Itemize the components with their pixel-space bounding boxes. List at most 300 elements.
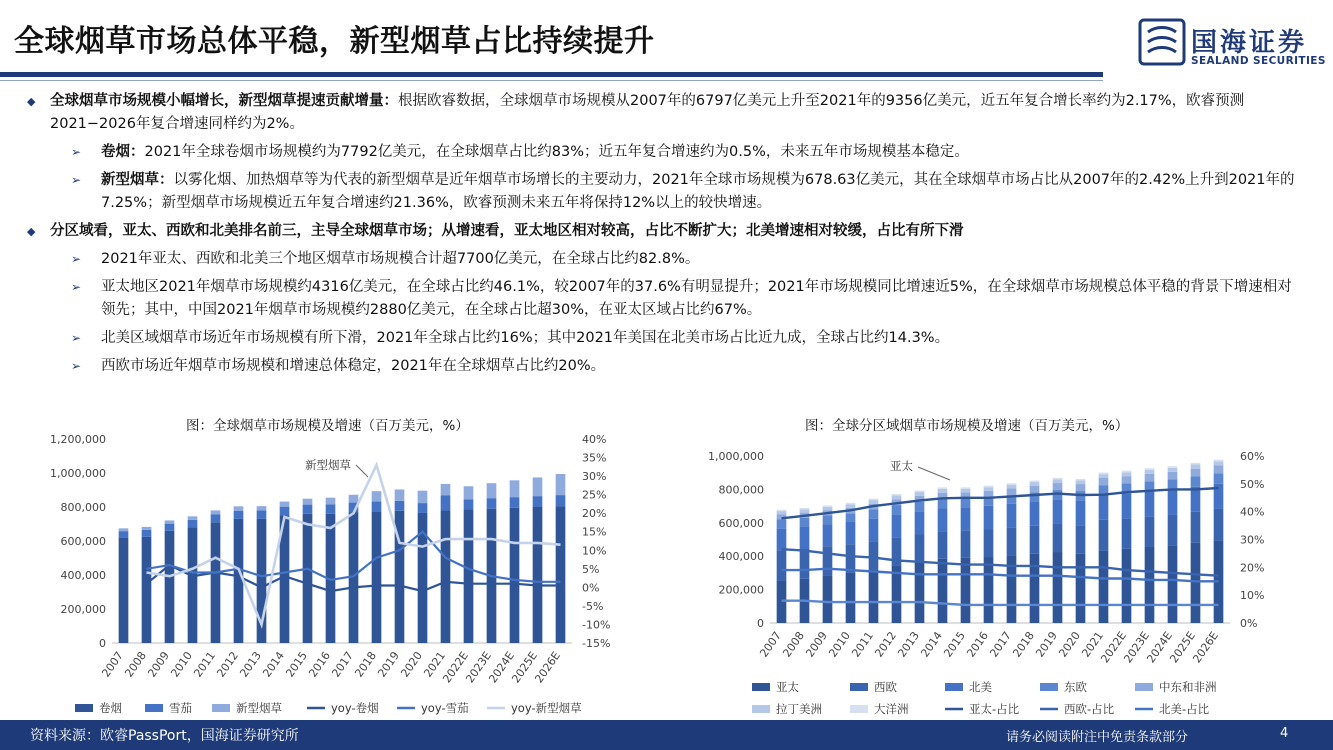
bullet-item bbox=[0, 90, 1333, 136]
header-bar bbox=[0, 72, 1103, 77]
bar-segment bbox=[1145, 468, 1155, 470]
bar-segment bbox=[869, 519, 879, 542]
bullet-item bbox=[0, 327, 1333, 350]
bar-segment bbox=[1145, 474, 1155, 482]
bar-segment bbox=[777, 550, 787, 580]
bar-segment bbox=[372, 511, 382, 643]
bar-segment bbox=[464, 499, 474, 509]
bar-segment bbox=[1191, 469, 1201, 477]
bar-segment bbox=[418, 503, 428, 513]
bullet-item bbox=[0, 276, 1333, 322]
y-tick-label: 600,000 bbox=[718, 516, 764, 530]
bar-segment bbox=[869, 499, 879, 501]
bar-segment bbox=[823, 505, 833, 506]
legend-label: yoy-雪茄 bbox=[421, 701, 469, 715]
y-tick-label: 800,000 bbox=[718, 483, 764, 497]
x-tick-label: 2025E bbox=[1167, 629, 1198, 666]
bar-segment bbox=[846, 522, 856, 544]
bar-segment bbox=[984, 557, 994, 623]
legend-swatch bbox=[850, 683, 868, 691]
x-tick-label: 2019 bbox=[1033, 629, 1060, 660]
legend-label: 东欧 bbox=[1064, 680, 1087, 694]
bar-segment bbox=[1214, 466, 1224, 474]
y2-tick-label: 40% bbox=[582, 433, 607, 446]
arrow-icon: ➢ bbox=[71, 359, 82, 373]
bar-segment bbox=[961, 531, 971, 558]
bar-segment bbox=[211, 510, 221, 514]
bar-segment bbox=[984, 529, 994, 557]
legend-label: 西欧-占比 bbox=[1064, 702, 1115, 716]
bar-segment bbox=[1076, 554, 1086, 623]
bar-segment bbox=[257, 510, 267, 519]
bar-segment bbox=[395, 501, 405, 511]
company-logo bbox=[1138, 18, 1328, 70]
bar-segment bbox=[1053, 499, 1063, 524]
x-tick-label: 2022E bbox=[1098, 629, 1129, 666]
bar-segment bbox=[280, 507, 290, 516]
bullet-text: 根据欧睿数据，全球烟草市场规模从2007年的6797亿美元上升至2021年的9356亿美元，近五年复合增长率约为2.17%，欧睿预测2021−2026年复合增速同样约为2%。 bbox=[50, 93, 1245, 132]
x-tick-label: 2026E bbox=[532, 649, 563, 686]
bar-segment bbox=[961, 487, 971, 489]
x-tick-label: 2011 bbox=[191, 649, 218, 680]
bar-segment bbox=[1168, 466, 1178, 468]
bar-segment bbox=[846, 513, 856, 522]
bar-segment bbox=[556, 474, 566, 495]
sealand-logo-icon bbox=[1138, 18, 1188, 68]
bar-segment bbox=[1122, 476, 1132, 483]
y2-tick-label: 50% bbox=[1240, 477, 1265, 491]
bullet-bold: 卷烟： bbox=[101, 144, 145, 160]
bar-segment bbox=[165, 531, 175, 643]
x-tick-label: 2022E bbox=[440, 649, 471, 686]
bar-segment bbox=[1122, 549, 1132, 623]
bar-segment bbox=[188, 527, 198, 643]
legend-label: 中东和非洲 bbox=[1159, 680, 1217, 694]
legend-swatch bbox=[75, 704, 93, 712]
legend-swatch bbox=[752, 683, 770, 691]
y2-tick-label: -10% bbox=[582, 618, 611, 632]
bar-segment bbox=[800, 549, 810, 579]
bar-segment bbox=[961, 558, 971, 623]
bar-segment bbox=[1007, 483, 1017, 485]
bar-segment bbox=[846, 544, 856, 573]
y2-tick-label: 10% bbox=[582, 544, 607, 558]
x-tick-label: 2018 bbox=[1010, 629, 1037, 660]
bar-segment bbox=[1076, 479, 1086, 481]
bar-segment bbox=[1145, 491, 1155, 516]
global-tobacco-market-chart bbox=[0, 425, 660, 720]
bullet-text: 以雾化烟、加热烟草等为代表的新型烟草是近年烟草市场增长的主要动力，2021年全球市场规模为678.63亿美元，其在全球烟草市场占比从2007年的2.42%上升到2021年的7.25%；新型烟草市场规模近五年复合增速约21.36%，欧睿预测未来五年将保持12%以上的较快增速。 bbox=[101, 172, 1295, 211]
legend-label: 卷烟 bbox=[99, 701, 122, 715]
x-tick-label: 2020 bbox=[398, 649, 425, 680]
bar-segment bbox=[1122, 519, 1132, 549]
bar-segment bbox=[961, 489, 971, 493]
bar-segment bbox=[1007, 485, 1017, 489]
bar-segment bbox=[188, 516, 198, 520]
bar-segment bbox=[1007, 488, 1017, 495]
bar-segment bbox=[533, 507, 543, 643]
annotation-leader-line bbox=[356, 465, 368, 477]
legend-swatch bbox=[1040, 683, 1058, 691]
x-tick-label: 2024E bbox=[486, 649, 517, 686]
bar-segment bbox=[119, 538, 129, 643]
bullet-item bbox=[0, 141, 1333, 164]
bar-segment bbox=[938, 508, 948, 531]
y2-tick-label: 40% bbox=[1240, 505, 1265, 519]
bar-segment bbox=[1099, 551, 1109, 623]
bar-segment bbox=[1168, 472, 1178, 480]
x-tick-label: 2018 bbox=[352, 649, 379, 680]
x-tick-label: 2009 bbox=[803, 629, 830, 660]
annotation-leader-line bbox=[918, 467, 950, 480]
bar-segment bbox=[777, 529, 787, 551]
chart-annotation: 新型烟草 bbox=[305, 458, 351, 472]
bar-segment bbox=[441, 495, 451, 510]
bar-segment bbox=[326, 498, 336, 505]
legend-label: 亚太 bbox=[776, 680, 799, 694]
legend-label: 雪茄 bbox=[169, 701, 192, 715]
x-tick-label: 2014 bbox=[918, 629, 945, 660]
x-tick-label: 2017 bbox=[329, 649, 356, 680]
bar-segment bbox=[892, 494, 902, 496]
legend-label: 北美 bbox=[969, 680, 992, 694]
bar-segment bbox=[915, 562, 925, 623]
x-tick-label: 2014 bbox=[260, 649, 287, 680]
x-tick-label: 2009 bbox=[145, 649, 172, 680]
bar-segment bbox=[1030, 554, 1040, 623]
bar-segment bbox=[1076, 525, 1086, 553]
bar-segment bbox=[1099, 472, 1109, 474]
bar-segment bbox=[1053, 552, 1063, 623]
legend-label: 新型烟草 bbox=[236, 701, 282, 715]
bar-segment bbox=[1030, 502, 1040, 526]
y2-tick-label: 0% bbox=[582, 581, 600, 595]
bar-segment bbox=[1168, 515, 1178, 546]
bar-segment bbox=[984, 486, 994, 488]
logo-name: 国海证券 bbox=[1191, 28, 1308, 58]
bar-segment bbox=[1053, 524, 1063, 552]
x-tick-label: 2023E bbox=[463, 649, 494, 686]
bar-segment bbox=[961, 499, 971, 507]
y-tick-label: 200,000 bbox=[718, 583, 764, 597]
bar-segment bbox=[211, 522, 221, 643]
bar-segment bbox=[142, 530, 152, 537]
bar-segment bbox=[869, 541, 879, 569]
y2-tick-label: 20% bbox=[1240, 561, 1265, 575]
x-tick-label: 2026E bbox=[1190, 629, 1221, 666]
bar-segment bbox=[938, 559, 948, 623]
arrow-icon: ➢ bbox=[71, 173, 82, 187]
y-tick-label: 600,000 bbox=[60, 535, 106, 548]
x-tick-label: 2021 bbox=[1079, 629, 1106, 660]
footer-bar bbox=[0, 720, 1333, 750]
bar-segment bbox=[1076, 500, 1086, 525]
bullet-item bbox=[0, 355, 1333, 378]
bar-segment bbox=[777, 511, 787, 514]
y2-tick-label: -15% bbox=[582, 637, 611, 650]
bar-segment bbox=[915, 534, 925, 562]
x-tick-label: 2007 bbox=[757, 629, 784, 660]
y-tick-label: 1,000,000 bbox=[50, 467, 106, 480]
legend-swatch bbox=[1135, 683, 1153, 691]
bar-segment bbox=[1053, 483, 1063, 490]
bar-segment bbox=[800, 527, 810, 549]
bar-segment bbox=[938, 487, 948, 489]
bar-segment bbox=[234, 506, 244, 510]
x-tick-label: 2016 bbox=[964, 629, 991, 660]
bar-segment bbox=[303, 514, 313, 643]
bar-segment bbox=[1191, 512, 1201, 543]
bar-segment bbox=[165, 520, 175, 523]
x-tick-label: 2012 bbox=[872, 629, 899, 660]
bullet-text: 2021年亚太、西欧和北美三个地区烟草市场规模合计超7700亿美元，在全球占比约82.8%。 bbox=[101, 251, 700, 267]
x-tick-label: 2023E bbox=[1121, 629, 1152, 666]
bar-segment bbox=[846, 504, 856, 508]
bar-segment bbox=[464, 510, 474, 643]
regional-tobacco-market-chart bbox=[660, 425, 1333, 720]
bar-segment bbox=[142, 537, 152, 643]
y-tick-label: 400,000 bbox=[60, 569, 106, 582]
x-tick-label: 2011 bbox=[849, 629, 876, 660]
bar-segment bbox=[1099, 474, 1109, 478]
page-number: 4 bbox=[1280, 726, 1289, 741]
bar-segment bbox=[1168, 480, 1178, 490]
bar-segment bbox=[938, 489, 948, 493]
bar-segment bbox=[1214, 461, 1224, 465]
y2-tick-label: 25% bbox=[582, 488, 607, 502]
y2-tick-label: 15% bbox=[582, 525, 607, 539]
y2-tick-label: 30% bbox=[582, 470, 607, 484]
bar-segment bbox=[556, 506, 566, 643]
bar-segment bbox=[892, 505, 902, 515]
bar-segment bbox=[119, 531, 129, 537]
bullet-text: 亚太地区2021年烟草市场规模约4316亿美元，在全球占比约46.1%，较2007年的37.6%有明显提升；2021年市场规模同比增速近5%，在全球烟草市场规模总体平稳的背景下增速相对领先；其中，中国2021年烟草市场规模约2880亿美元，在全球占比超30%，在亚太区域占比约67%。 bbox=[101, 279, 1292, 318]
bar-segment bbox=[869, 570, 879, 623]
bar-segment bbox=[234, 519, 244, 643]
chart-title-right: 图：全球分区域烟草市场规模及增速（百万美元，%） bbox=[805, 418, 1129, 434]
bullet-item bbox=[0, 169, 1333, 215]
bar-segment bbox=[1214, 474, 1224, 484]
bar-segment bbox=[349, 495, 359, 503]
bar-segment bbox=[464, 486, 474, 499]
bar-segment bbox=[1053, 479, 1063, 483]
bar-segment bbox=[142, 527, 152, 530]
bar-segment bbox=[800, 508, 810, 509]
bar-segment bbox=[556, 495, 566, 506]
bar-segment bbox=[1191, 463, 1201, 465]
y2-tick-label: 20% bbox=[582, 507, 607, 521]
x-tick-label: 2024E bbox=[1144, 629, 1175, 666]
x-tick-label: 2008 bbox=[780, 629, 807, 660]
bar-segment bbox=[441, 484, 451, 496]
x-tick-label: 2015 bbox=[941, 629, 968, 660]
bar-segment bbox=[961, 507, 971, 530]
bullet-item bbox=[0, 220, 1333, 243]
legend-swatch bbox=[145, 704, 163, 712]
arrow-icon: ➢ bbox=[71, 145, 82, 159]
x-tick-label: 2021 bbox=[421, 649, 448, 680]
bullet-bold: 新型烟草： bbox=[101, 172, 174, 188]
bar-segment bbox=[1214, 509, 1224, 540]
bar-segment bbox=[984, 506, 994, 530]
legend-swatch bbox=[850, 705, 868, 713]
bar-segment bbox=[1099, 520, 1109, 551]
legend-swatch bbox=[212, 704, 230, 712]
bar-segment bbox=[846, 573, 856, 623]
bullet-bold: 分区域看，亚太、西欧和北美排名前三，主导全球烟草市场；从增速看，亚太地区相对较高，占比不断扩大；北美增速相对较缓，占比有所下滑 bbox=[50, 223, 964, 239]
bar-segment bbox=[188, 520, 198, 527]
bar-segment bbox=[823, 575, 833, 623]
bar-segment bbox=[823, 507, 833, 510]
bar-segment bbox=[303, 505, 313, 514]
bar-segment bbox=[257, 506, 267, 510]
bar-segment bbox=[1122, 472, 1132, 476]
bar-segment bbox=[1122, 471, 1132, 473]
chart-annotation: 亚太 bbox=[890, 459, 913, 473]
x-tick-label: 2007 bbox=[99, 649, 126, 680]
bar-segment bbox=[1145, 547, 1155, 623]
bar-segment bbox=[800, 518, 810, 527]
bar-segment bbox=[510, 480, 520, 497]
bar-segment bbox=[119, 528, 129, 531]
bar-segment bbox=[165, 524, 175, 531]
bar-segment bbox=[869, 509, 879, 518]
bar-segment bbox=[1191, 543, 1201, 623]
bullet-text: 2021年全球卷烟市场规模约为7792亿美元，在全球烟草占比约83%；近五年复合增速约为0.5%，未来五年市场规模基本稳定。 bbox=[144, 144, 969, 160]
y2-tick-label: 5% bbox=[582, 562, 600, 576]
arrow-icon: ➢ bbox=[71, 331, 82, 345]
y2-tick-label: 30% bbox=[1240, 533, 1265, 547]
legend-label: 北美-占比 bbox=[1159, 702, 1210, 716]
y-tick-label: 1,200,000 bbox=[50, 433, 106, 446]
x-tick-label: 2016 bbox=[306, 649, 333, 680]
bar-segment bbox=[1168, 545, 1178, 623]
bar-segment bbox=[892, 515, 902, 538]
bar-segment bbox=[280, 502, 290, 507]
y-tick-label: 200,000 bbox=[60, 603, 106, 616]
x-tick-label: 2012 bbox=[214, 649, 241, 680]
bar-segment bbox=[326, 504, 336, 513]
legend-label: 拉丁美洲 bbox=[776, 702, 822, 716]
legend-label: 亚太-占比 bbox=[969, 702, 1020, 716]
bar-segment bbox=[1030, 481, 1040, 483]
y-tick-label: 0 bbox=[757, 617, 764, 630]
bar-segment bbox=[1214, 460, 1224, 462]
chart-title-left: 图：全球烟草市场规模及增速（百万美元，%） bbox=[186, 418, 469, 434]
bar-segment bbox=[1053, 478, 1063, 480]
legend-label: 西欧 bbox=[874, 680, 897, 694]
bar-segment bbox=[510, 497, 520, 508]
bar-segment bbox=[418, 491, 428, 503]
bar-segment bbox=[892, 496, 902, 500]
bar-segment bbox=[1099, 478, 1109, 485]
bar-segment bbox=[823, 524, 833, 546]
x-tick-label: 2010 bbox=[826, 629, 853, 660]
x-tick-label: 2015 bbox=[283, 649, 310, 680]
legend-label: yoy-卷烟 bbox=[331, 701, 379, 715]
logo-english: SEALAND SECURITIES bbox=[1191, 55, 1326, 67]
bar-segment bbox=[1145, 470, 1155, 474]
y-tick-label: 1,000,000 bbox=[708, 450, 764, 463]
bar-segment bbox=[1099, 495, 1109, 520]
bar-segment bbox=[984, 487, 994, 491]
bar-segment bbox=[1168, 490, 1178, 515]
bar-segment bbox=[915, 491, 925, 493]
bar-segment bbox=[1030, 526, 1040, 554]
bullet-list bbox=[0, 90, 1333, 383]
arrow-icon: ➢ bbox=[71, 280, 82, 294]
bar-segment bbox=[1145, 517, 1155, 547]
legend-label: 大洋洲 bbox=[874, 702, 909, 716]
x-tick-label: 2008 bbox=[122, 649, 149, 680]
bar-segment bbox=[1007, 504, 1017, 528]
bar-segment bbox=[915, 502, 925, 512]
disclaimer: 请务必阅读附注中免责条款部分 bbox=[1006, 730, 1189, 745]
bar-segment bbox=[1030, 482, 1040, 486]
bar-segment bbox=[441, 511, 451, 643]
legend-label: yoy-新型烟草 bbox=[511, 701, 582, 715]
bar-segment bbox=[1007, 528, 1017, 556]
source-note: 资料来源：欧睿PassPort，国海证券研究所 bbox=[30, 728, 299, 744]
bar-segment bbox=[777, 510, 787, 511]
bar-segment bbox=[372, 502, 382, 512]
bar-segment bbox=[533, 477, 543, 496]
bar-segment bbox=[938, 499, 948, 508]
bar-segment bbox=[800, 509, 810, 512]
bar-segment bbox=[487, 483, 497, 498]
y-tick-label: 400,000 bbox=[718, 550, 764, 564]
bar-segment bbox=[938, 531, 948, 559]
bar-segment bbox=[234, 511, 244, 519]
bar-segment bbox=[846, 503, 856, 505]
diamond-icon: ◆ bbox=[27, 95, 36, 108]
header-line bbox=[0, 80, 1103, 81]
x-tick-label: 2017 bbox=[987, 629, 1014, 660]
y-tick-label: 800,000 bbox=[60, 501, 106, 514]
bar-segment bbox=[1030, 486, 1040, 493]
bar-segment bbox=[777, 519, 787, 528]
bullet-text: 北美区域烟草市场近年市场规模有所下滑，2021年全球占比约16%；其中2021年美国在北美市场占比近九成，全球占比约14.3%。 bbox=[101, 330, 950, 346]
bar-segment bbox=[372, 491, 382, 501]
bar-segment bbox=[510, 508, 520, 643]
bar-segment bbox=[395, 489, 405, 500]
x-tick-label: 2013 bbox=[237, 649, 264, 680]
x-tick-label: 2025E bbox=[509, 649, 540, 686]
page-title: 全球烟草市场总体平稳，新型烟草占比持续提升 bbox=[14, 24, 655, 59]
y-tick-label: 0 bbox=[99, 637, 106, 650]
bar-segment bbox=[869, 500, 879, 504]
bar-segment bbox=[533, 496, 543, 507]
bar-segment bbox=[1191, 477, 1201, 487]
bar-segment bbox=[1122, 493, 1132, 518]
bar-segment bbox=[1168, 468, 1178, 472]
y2-tick-label: 0% bbox=[1240, 617, 1258, 630]
bar-segment bbox=[823, 515, 833, 524]
arrow-icon: ➢ bbox=[71, 252, 82, 266]
bullet-item bbox=[0, 248, 1333, 271]
bar-segment bbox=[915, 512, 925, 535]
x-tick-label: 2020 bbox=[1056, 629, 1083, 660]
bar-segment bbox=[823, 546, 833, 575]
legend-swatch bbox=[945, 683, 963, 691]
x-tick-label: 2013 bbox=[895, 629, 922, 660]
y2-tick-label: 35% bbox=[582, 451, 607, 465]
diamond-icon: ◆ bbox=[27, 225, 36, 238]
bar-segment bbox=[487, 498, 497, 509]
y2-tick-label: 60% bbox=[1240, 450, 1265, 463]
bar-segment bbox=[1076, 480, 1086, 484]
bar-segment bbox=[211, 514, 221, 522]
